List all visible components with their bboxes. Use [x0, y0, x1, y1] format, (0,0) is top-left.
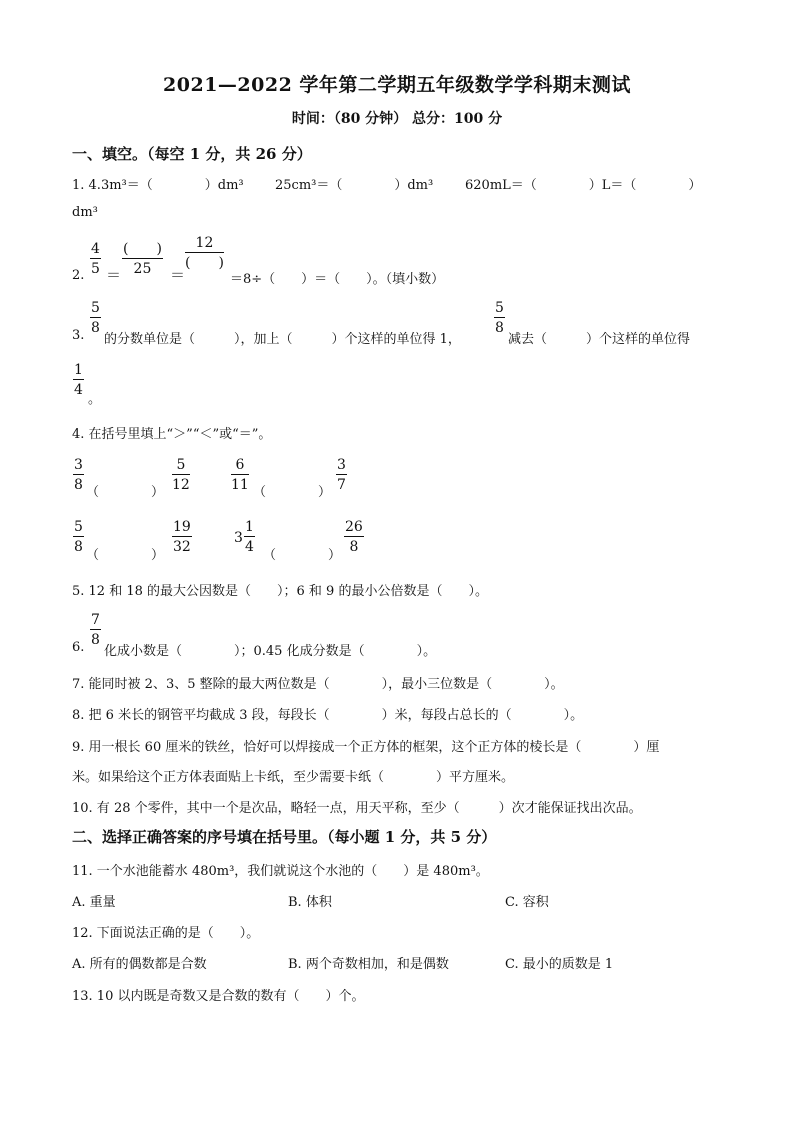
q7: 7. 能同时被 2、3、5 整除的最大两位数是（ ），最小三位数是（ ）。	[72, 677, 564, 692]
q2-f2-denominator: 25	[122, 258, 163, 276]
numerator: 1	[245, 519, 254, 535]
numerator: 3	[337, 457, 346, 473]
q6-fraction	[90, 613, 101, 647]
q2-rest: ＝8÷（ ）＝（ ）。（填小数）	[230, 272, 445, 287]
q5: 5. 12 和 18 的最大公因数是（ ）；6 和 9 的最小公倍数是（ ）。	[72, 584, 488, 599]
q4-prompt: 4. 在括号里填上“＞”“＜”或“＝”。	[72, 427, 272, 442]
q10: 10. 有 28 个零件，其中一个是次品，略轻一点，用天平称，至少（ ）次才能保证找出次品。	[72, 801, 642, 816]
q3-f1-numerator: 5	[91, 300, 100, 316]
section-2-heading: 二、选择正确答案的序号填在括号里。（每小题 1 分，共 5 分）	[72, 828, 497, 846]
q3-f2-denominator: 8	[494, 317, 505, 335]
q3-f3-denominator: 4	[73, 379, 84, 397]
q3-text-1: 的分数单位是（ ），加上（ ）个这样的单位得 1，	[104, 332, 461, 347]
q11-option-b[interactable]: B. 体积	[288, 895, 332, 910]
q4-r2-item2-whole: 3	[234, 530, 243, 546]
q6-label: 6.	[72, 640, 85, 655]
q6-denominator: 8	[90, 629, 101, 647]
q3-f1-denominator: 8	[90, 317, 101, 335]
q3-text-2: 减去（ ）个这样的单位得	[508, 332, 691, 347]
q1-part-d: dm³	[72, 205, 98, 220]
q11-text: 11. 一个水池能蓄水 480m³，我们就说这个水池的（ ）是 480m³。	[72, 864, 489, 879]
q1-part-b: 25cm³＝（ ）dm³	[275, 178, 434, 193]
q2-fraction-1	[90, 242, 101, 276]
denominator: 8	[73, 536, 84, 554]
numerator: 5	[74, 519, 83, 535]
q3-fraction-1	[90, 301, 101, 335]
q3-end: 。	[88, 392, 102, 407]
q2-f3-numerator: 12	[195, 235, 214, 251]
q3-f2-numerator: 5	[495, 300, 504, 316]
q3-fraction-2	[494, 301, 505, 335]
q6-text: 化成小数是（ ）；0.45 化成分数是（ ）。	[104, 644, 437, 659]
q12-text: 12. 下面说法正确的是（ ）。	[72, 926, 260, 941]
q3-fraction-3	[73, 363, 84, 397]
q9-line-2: 米。如果给这个正方体表面贴上卡纸，至少需要卡纸（ ）平方厘米。	[72, 770, 515, 785]
exam-info: 时间：（80 分钟） 总分：100 分	[291, 111, 503, 127]
q2-f1-numerator: 4	[91, 241, 100, 257]
q11-option-a[interactable]: A. 重量	[72, 895, 116, 910]
q2-f2-numerator: ( )	[123, 241, 162, 257]
section-1-heading: 一、填空。（每空 1 分，共 26 分）	[72, 145, 312, 163]
numerator: 5	[176, 457, 186, 473]
q4-r2-item2-left-fraction	[244, 520, 255, 554]
q6-numerator: 7	[91, 612, 100, 628]
q4-r1-item2-blank[interactable]: （ ）	[253, 485, 332, 500]
q12-option-b[interactable]: B. 两个奇数相加，和是偶数	[288, 957, 449, 972]
denominator: 12	[172, 474, 190, 492]
q1-part-c: 620mL＝（ ）L＝（ ）	[465, 178, 702, 193]
numerator: 26	[345, 519, 363, 535]
q2-equals-1: ＝	[106, 266, 122, 284]
numerator: 19	[173, 519, 191, 535]
q2-fraction-2	[122, 242, 163, 276]
q9-line-1: 9. 用一根长 60 厘米的铁丝，恰好可以焊接成一个正方体的框架，这个正方体的棱长是（ ）厘	[72, 740, 660, 755]
q13: 13. 10 以内既是奇数又是合数的数有（ ）个。	[72, 989, 365, 1004]
q12-option-a[interactable]: A. 所有的偶数都是合数	[72, 957, 207, 972]
denominator: 32	[172, 536, 192, 554]
denominator: 7	[336, 474, 347, 492]
denominator: 8	[73, 474, 84, 492]
q4-r2-item1-left-fraction	[73, 520, 84, 554]
q3-label: 3.	[72, 328, 85, 343]
q4-r1-item1-right-fraction	[172, 458, 190, 492]
denominator: 4	[244, 536, 255, 554]
q4-r1-item1-blank[interactable]: （ ）	[86, 485, 165, 500]
denominator: 11	[231, 474, 249, 492]
numerator: 3	[74, 457, 83, 473]
q1-part-a: 1. 4.3m³＝（ ）dm³	[72, 178, 244, 193]
q3-f3-numerator: 1	[74, 362, 83, 378]
numerator: 6	[235, 457, 245, 473]
q2-f1-denominator: 5	[90, 258, 101, 276]
q2-label: 2.	[72, 268, 85, 283]
q2-f3-denominator: ( )	[185, 252, 224, 270]
q4-r2-item2-blank[interactable]: （ ）	[263, 548, 342, 563]
q2-equals-2: ＝	[170, 266, 186, 284]
q4-r2-item1-right-fraction	[172, 520, 192, 554]
q4-r2-item2-right-fraction	[344, 520, 364, 554]
q4-r1-item2-left-fraction	[231, 458, 249, 492]
q11-option-c[interactable]: C. 容积	[505, 895, 549, 910]
q4-r2-item1-blank[interactable]: （ ）	[86, 548, 165, 563]
q4-r1-item2-right-fraction	[336, 458, 347, 492]
page-title: 2021—2022 学年第二学期五年级数学学科期末测试	[163, 74, 631, 96]
q4-r1-item1-left-fraction	[73, 458, 84, 492]
q8: 8. 把 6 米长的钢管平均截成 3 段，每段长（ ）米，每段占总长的（ ）。	[72, 708, 584, 723]
q12-option-c[interactable]: C. 最小的质数是 1	[505, 957, 614, 972]
denominator: 8	[344, 536, 364, 554]
q2-fraction-3	[185, 236, 224, 270]
